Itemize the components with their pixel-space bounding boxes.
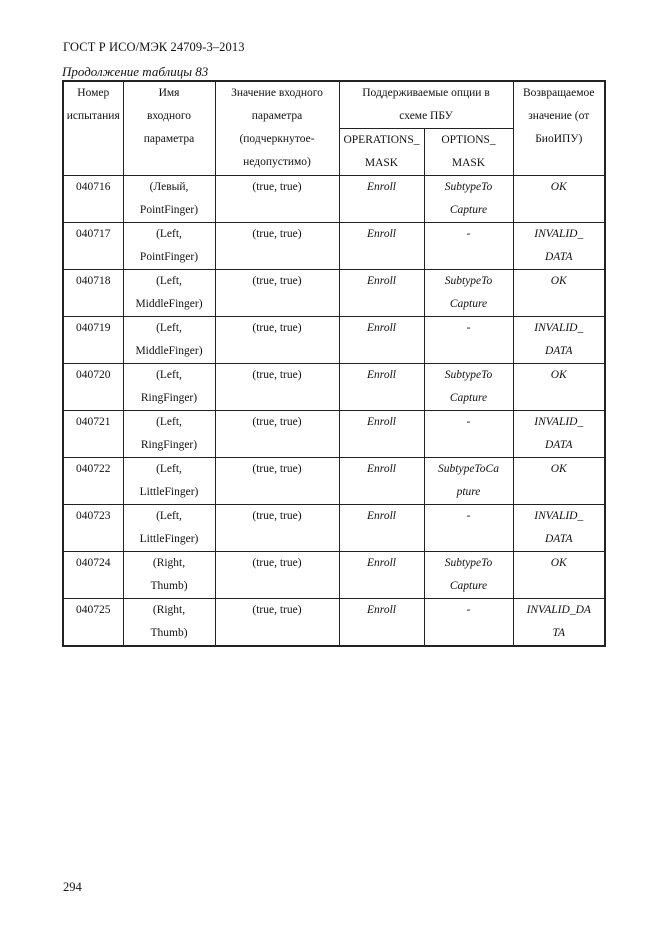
cell-return-value: INVALID_ DATA bbox=[513, 317, 605, 364]
cell-return-value: OK bbox=[513, 458, 605, 505]
cell-test-number: 040722 bbox=[63, 458, 123, 505]
table-row bbox=[63, 505, 605, 552]
header-param-value: Значение входного параметра (подчеркнутое- недопустимо) bbox=[215, 81, 339, 176]
cell-operations-mask: Enroll bbox=[339, 270, 424, 317]
cell-return-value: OK bbox=[513, 270, 605, 317]
header-operations-mask: OPERATIONS_ MASK bbox=[339, 129, 424, 176]
table-row bbox=[63, 364, 605, 411]
table-row bbox=[63, 223, 605, 270]
cell-options-mask: - bbox=[424, 223, 513, 270]
cell-param-name: (Left, MiddleFinger) bbox=[123, 317, 215, 364]
cell-param-name: (Левый, PointFinger) bbox=[123, 176, 215, 223]
test-table bbox=[62, 80, 606, 647]
cell-options-mask: - bbox=[424, 505, 513, 552]
page-number: 294 bbox=[63, 880, 82, 894]
cell-return-value: INVALID_ DATA bbox=[513, 223, 605, 270]
document-header: ГОСТ Р ИСО/МЭК 24709-3–2013 bbox=[63, 40, 245, 54]
cell-test-number: 040717 bbox=[63, 223, 123, 270]
header-options-mask: OPTIONS_ MASK bbox=[424, 129, 513, 176]
table-row bbox=[63, 599, 605, 647]
cell-param-value: (true, true) bbox=[215, 505, 339, 552]
cell-operations-mask: Enroll bbox=[339, 458, 424, 505]
cell-test-number: 040725 bbox=[63, 599, 123, 647]
cell-param-value: (true, true) bbox=[215, 223, 339, 270]
cell-options-mask: SubtypeTo Capture bbox=[424, 552, 513, 599]
cell-operations-mask: Enroll bbox=[339, 176, 424, 223]
header-supported-options: Поддерживаемые опции в схеме ПБУ bbox=[339, 81, 513, 129]
cell-param-name: (Left, PointFinger) bbox=[123, 223, 215, 270]
cell-operations-mask: Enroll bbox=[339, 364, 424, 411]
cell-options-mask: SubtypeToCa pture bbox=[424, 458, 513, 505]
cell-options-mask: - bbox=[424, 317, 513, 364]
cell-operations-mask: Enroll bbox=[339, 317, 424, 364]
table-row bbox=[63, 270, 605, 317]
cell-param-name: (Left, LittleFinger) bbox=[123, 505, 215, 552]
cell-options-mask: - bbox=[424, 599, 513, 647]
header-test-number: Номер испытания bbox=[63, 81, 123, 176]
table-row bbox=[63, 317, 605, 364]
cell-test-number: 040720 bbox=[63, 364, 123, 411]
cell-operations-mask: Enroll bbox=[339, 411, 424, 458]
cell-options-mask: SubtypeTo Capture bbox=[424, 270, 513, 317]
cell-param-name: (Right, Thumb) bbox=[123, 599, 215, 647]
cell-test-number: 040719 bbox=[63, 317, 123, 364]
cell-param-value: (true, true) bbox=[215, 411, 339, 458]
cell-param-name: (Right, Thumb) bbox=[123, 552, 215, 599]
cell-param-value: (true, true) bbox=[215, 599, 339, 647]
cell-operations-mask: Enroll bbox=[339, 552, 424, 599]
cell-param-name: (Left, MiddleFinger) bbox=[123, 270, 215, 317]
cell-param-name: (Left, RingFinger) bbox=[123, 411, 215, 458]
cell-param-name: (Left, LittleFinger) bbox=[123, 458, 215, 505]
cell-param-value: (true, true) bbox=[215, 458, 339, 505]
cell-test-number: 040721 bbox=[63, 411, 123, 458]
cell-param-value: (true, true) bbox=[215, 364, 339, 411]
table-row bbox=[63, 458, 605, 505]
header-return-value: Возвращаемое значение (от БиоИПУ) bbox=[513, 81, 605, 176]
cell-test-number: 040718 bbox=[63, 270, 123, 317]
cell-return-value: INVALID_ DATA bbox=[513, 505, 605, 552]
cell-param-value: (true, true) bbox=[215, 176, 339, 223]
cell-operations-mask: Enroll bbox=[339, 223, 424, 270]
cell-param-value: (true, true) bbox=[215, 270, 339, 317]
cell-operations-mask: Enroll bbox=[339, 599, 424, 647]
table-row bbox=[63, 552, 605, 599]
table-row bbox=[63, 411, 605, 458]
cell-return-value: OK bbox=[513, 552, 605, 599]
table-caption: Продолжение таблицы 83 bbox=[62, 64, 209, 79]
table-row bbox=[63, 176, 605, 223]
cell-options-mask: - bbox=[424, 411, 513, 458]
cell-return-value: OK bbox=[513, 364, 605, 411]
cell-param-value: (true, true) bbox=[215, 317, 339, 364]
cell-test-number: 040723 bbox=[63, 505, 123, 552]
cell-options-mask: SubtypeTo Capture bbox=[424, 364, 513, 411]
cell-test-number: 040716 bbox=[63, 176, 123, 223]
cell-test-number: 040724 bbox=[63, 552, 123, 599]
cell-return-value: INVALID_DA TA bbox=[513, 599, 605, 647]
cell-return-value: OK bbox=[513, 176, 605, 223]
cell-return-value: INVALID_ DATA bbox=[513, 411, 605, 458]
cell-param-value: (true, true) bbox=[215, 552, 339, 599]
cell-operations-mask: Enroll bbox=[339, 505, 424, 552]
cell-options-mask: SubtypeTo Capture bbox=[424, 176, 513, 223]
header-param-name: Имя входного параметра bbox=[123, 81, 215, 176]
cell-param-name: (Left, RingFinger) bbox=[123, 364, 215, 411]
